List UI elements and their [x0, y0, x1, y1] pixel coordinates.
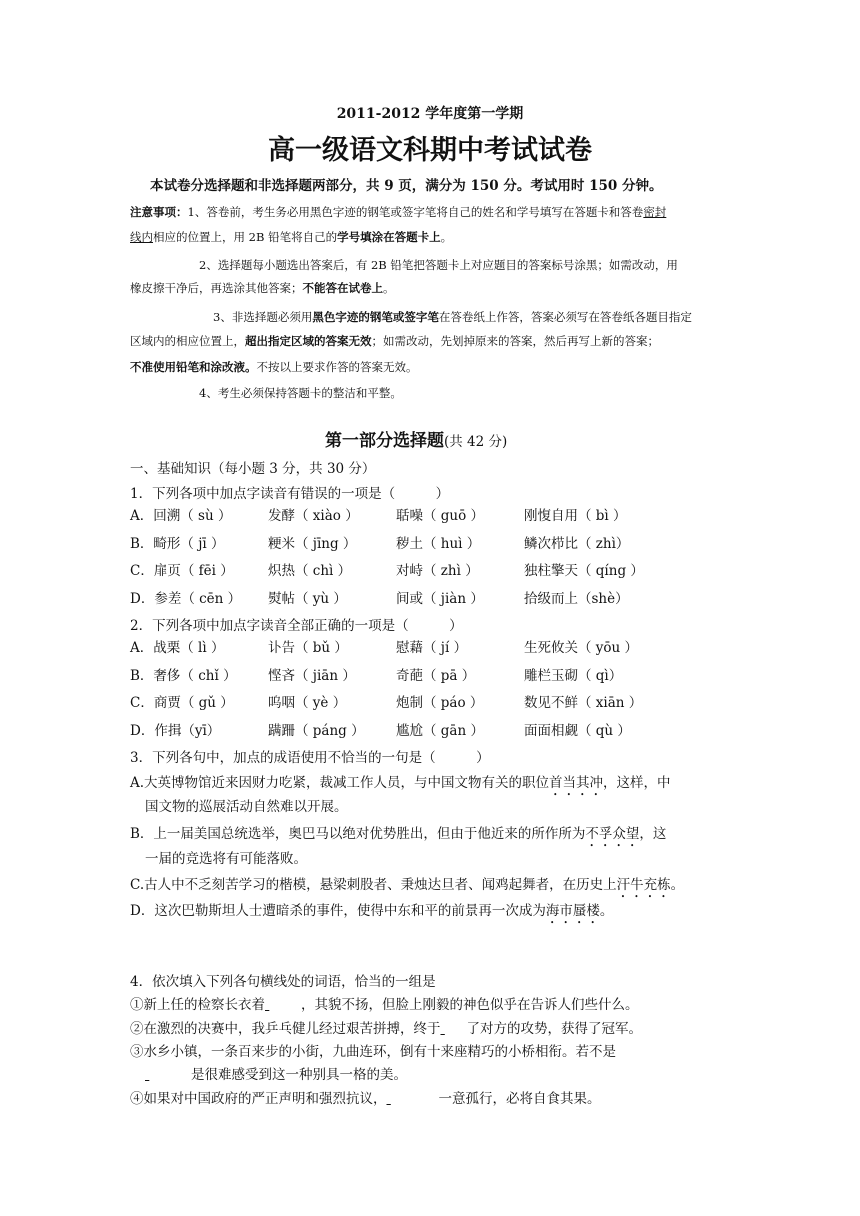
note-3-text-4: ；如需改动，先划掉原来的答案，然后再写上新的答案； [371, 334, 659, 348]
q1-option-item: B．畸形（ jī ） [130, 535, 225, 552]
note-3-emphasis: 黑色字迹的钢笔或签字笔 [312, 310, 439, 324]
q1-option-item: 独柱擎天（ qíng ） [524, 563, 644, 579]
q1-option-item: 熨帖（ yù ） [268, 590, 347, 607]
q3-option-a-cont: 国文物的巡展活动自然难以开展。 [145, 799, 348, 815]
q3-c-idiom: 汗牛充栋 [616, 877, 671, 893]
q4-blank-4 [387, 1090, 439, 1108]
q2-option-item: 面面相觑（ qù ） [524, 722, 631, 739]
q3-c-text: C.古人中不乏刻苦学习的楷模，悬梁刺股者、秉烛达旦者、闻鸡起舞者，在历史上 [130, 877, 617, 893]
q3-b-text: B．上一届美国总统选举，奥巴马以绝对优势胜出，但由于他近来的所作所为 [130, 826, 586, 842]
q3-a-idiom: 首当其冲 [549, 775, 604, 791]
part-1-title: 第一部分选择题 [325, 431, 444, 451]
q4-s4-text-2: 一意孤行，必将自食其果。 [438, 1091, 601, 1107]
q1-option-item: A．回溯（ sù ） [130, 508, 232, 524]
q2-option-item: 悭吝（ jiān ） [268, 667, 356, 684]
q1-option-item: 粳米（ jīng ） [268, 535, 357, 552]
q2-option-item: D．作揖（yī） [130, 722, 221, 739]
q3-d-text: D．这次巴勒斯坦人士遭暗杀的事件，使得中东和平的前景再一次成为 [130, 903, 546, 919]
q2-option-item: 慰藉（ jí ） [396, 640, 468, 656]
q1-option-item: C．扉页（ fēi ） [130, 563, 234, 579]
q2-option-item: 呜咽（ yè ） [268, 695, 347, 711]
section-basic-knowledge: 一、基础知识（每小题 3 分，共 30 分） [130, 461, 376, 477]
note-2-line-1: 2、选择题每小题选出答案后，有 2B 铅笔把答题卡上对应题目的答案标号涂黑；如需改动，用 [199, 258, 678, 272]
note-1-end: 。 [440, 230, 453, 244]
q3-option-a [130, 774, 671, 799]
q4-blank-1 [265, 996, 301, 1014]
note-3-text-3: 区域内的相应位置上， [130, 334, 245, 348]
note-3-line-2 [130, 332, 659, 350]
part-1-score: (共 42 分) [444, 434, 508, 450]
q3-a-text-2: ，这样，中 [603, 775, 671, 791]
note-4: 4、考生必须保持答题卡的整洁和平整。 [199, 386, 402, 400]
note-1-line-2 [130, 228, 452, 246]
q2-stem: 2．下列各项中加点字读音全部正确的一项是（ ） [130, 618, 463, 634]
note-3-text: 3、非选择题必须用 [213, 310, 313, 324]
note-2-line-2 [130, 279, 395, 297]
q1-option-item: 聒噪（ guō ） [396, 508, 485, 524]
q2-option-item: C．商贾（ gǔ ） [130, 695, 234, 711]
q2-option-item: 奇葩（ pā ） [396, 667, 476, 684]
q1-option-item: D．参差（ cēn ） [130, 590, 242, 607]
q4-sentence-4 [130, 1090, 601, 1108]
q4-s4-text: ④如果对中国政府的严正声明和强烈抗议， [130, 1091, 387, 1107]
q4-s2-text: ②在激烈的决赛中，我乒乓健儿经过艰苦拼搏，终于 [130, 1021, 441, 1037]
q3-stem: 3．下列各句中，加点的成语使用不恰当的一句是（ ） [130, 750, 490, 766]
q1-option-item: 炽热（ chì ） [268, 563, 352, 579]
q1-option-item: 间或（ jiàn ） [396, 590, 484, 607]
q2-option-item: 讣告（ bǔ ） [268, 640, 348, 656]
year-term: 2011-2012 学年度第一学期 [336, 106, 524, 122]
q4-s3-text-2: 是很难感受到这一种别具一格的美。 [191, 1067, 407, 1083]
q4-blank-3 [145, 1066, 191, 1084]
q2-option-item: 尴尬（ gān ） [396, 722, 484, 739]
q4-s1-text-2: ，其貌不扬，但脸上刚毅的神色似乎在告诉人们些什么。 [301, 997, 639, 1013]
q3-a-text: A.大英博物馆近来因财力吃紧，裁减工作人员，与中国文物有关的职位 [130, 775, 550, 791]
q1-option-item: 鳞次栉比（ zhì） [524, 535, 630, 552]
note-1-line-1 [130, 203, 666, 221]
q4-blank-2 [441, 1020, 467, 1038]
q3-b-text-2: ，这 [639, 826, 667, 842]
q3-c-text-2: 。 [670, 877, 685, 893]
q4-s2-text-2: 了对方的攻势，获得了冠军。 [466, 1021, 642, 1037]
note-2-emphasis: 不能答在试卷上 [302, 281, 383, 295]
q4-sentence-3: ③水乡小镇，一条百来步的小街，九曲连环，倒有十来座精巧的小桥相衔。若不是 [130, 1044, 616, 1060]
q1-option-item: 秽土（ huì ） [396, 535, 481, 552]
part-1-heading [325, 430, 507, 453]
note-1-underlined-2: 线内 [130, 230, 153, 244]
note-1-underlined: 密封 [643, 205, 667, 219]
q1-option-item: 拾级而上（shè） [524, 590, 629, 607]
q4-sentence-2 [130, 1020, 642, 1038]
q3-option-d [130, 902, 613, 927]
q1-option-item: 对峙（ zhì ） [396, 563, 479, 579]
note-3-emphasis-3: 不准使用铅笔和涂改液。 [130, 360, 257, 374]
q2-option-item: 数见不鲜（ xiān ） [524, 695, 643, 711]
note-1-emphasis: 学号填涂在答题卡上 [337, 230, 441, 244]
q3-d-text-2: 。 [599, 903, 614, 919]
notes-label: 注意事项： [130, 205, 188, 219]
q2-option-item: 雕栏玉砌（ qì） [524, 667, 623, 684]
note-1-text: 1、答卷前，考生务必用黑色字迹的钢笔或签字笔将自己的姓名和学号填写在答题卡和答卷 [187, 205, 644, 219]
q4-stem: 4．依次填入下列各句横线处的词语，恰当的一组是 [130, 974, 436, 990]
note-3-line-1 [213, 308, 692, 326]
q4-s1-text: ①新上任的检察长衣着 [130, 997, 265, 1013]
note-3-text-2: 在答卷纸上作答，答案必须写在答卷纸各题目指定 [438, 310, 692, 324]
q2-option-item: 生死攸关（ yōu ） [524, 640, 639, 656]
q1-stem: 1．下列各项中加点字读音有错误的一项是（ ） [130, 486, 450, 502]
exam-intro: 本试卷分选择题和非选择题两部分，共 9 页，满分为 150 分。考试用时 150 分钟。 [150, 178, 663, 194]
note-2-end: 。 [383, 281, 395, 295]
q4-sentence-3-cont [145, 1066, 407, 1084]
q3-option-b [130, 825, 666, 850]
q2-option-item: 蹒跚（ páng ） [268, 722, 365, 739]
note-3-line-3 [130, 358, 418, 376]
q3-option-c [130, 876, 684, 901]
note-1-text-2: 相应的位置上，用 2B 铅笔将自己的 [153, 230, 338, 244]
q1-option-item: 刚愎自用（ bì ） [524, 508, 627, 524]
note-3-emphasis-2: 超出指定区域的答案无效 [245, 334, 372, 348]
q3-option-b-cont: 一届的竞选将有可能落败。 [145, 851, 307, 867]
note-3-text-5: 不按以上要求作答的答案无效。 [256, 360, 418, 374]
q3-d-idiom: 海市蜃楼 [545, 903, 600, 919]
q2-option-item: B．奢侈（ chǐ ） [130, 667, 237, 684]
q2-option-item: A．战栗（ lì ） [130, 640, 225, 656]
q1-option-item: 发酵（ xiào ） [268, 508, 359, 524]
note-2-text: 橡皮擦干净后，再选涂其他答案； [130, 281, 303, 295]
exam-title: 高一级语文科期中考试试卷 [268, 135, 592, 166]
q2-option-item: 炮制（ páo ） [396, 695, 484, 711]
q4-sentence-1 [130, 996, 639, 1014]
q3-b-idiom: 不孚众望 [585, 826, 640, 842]
